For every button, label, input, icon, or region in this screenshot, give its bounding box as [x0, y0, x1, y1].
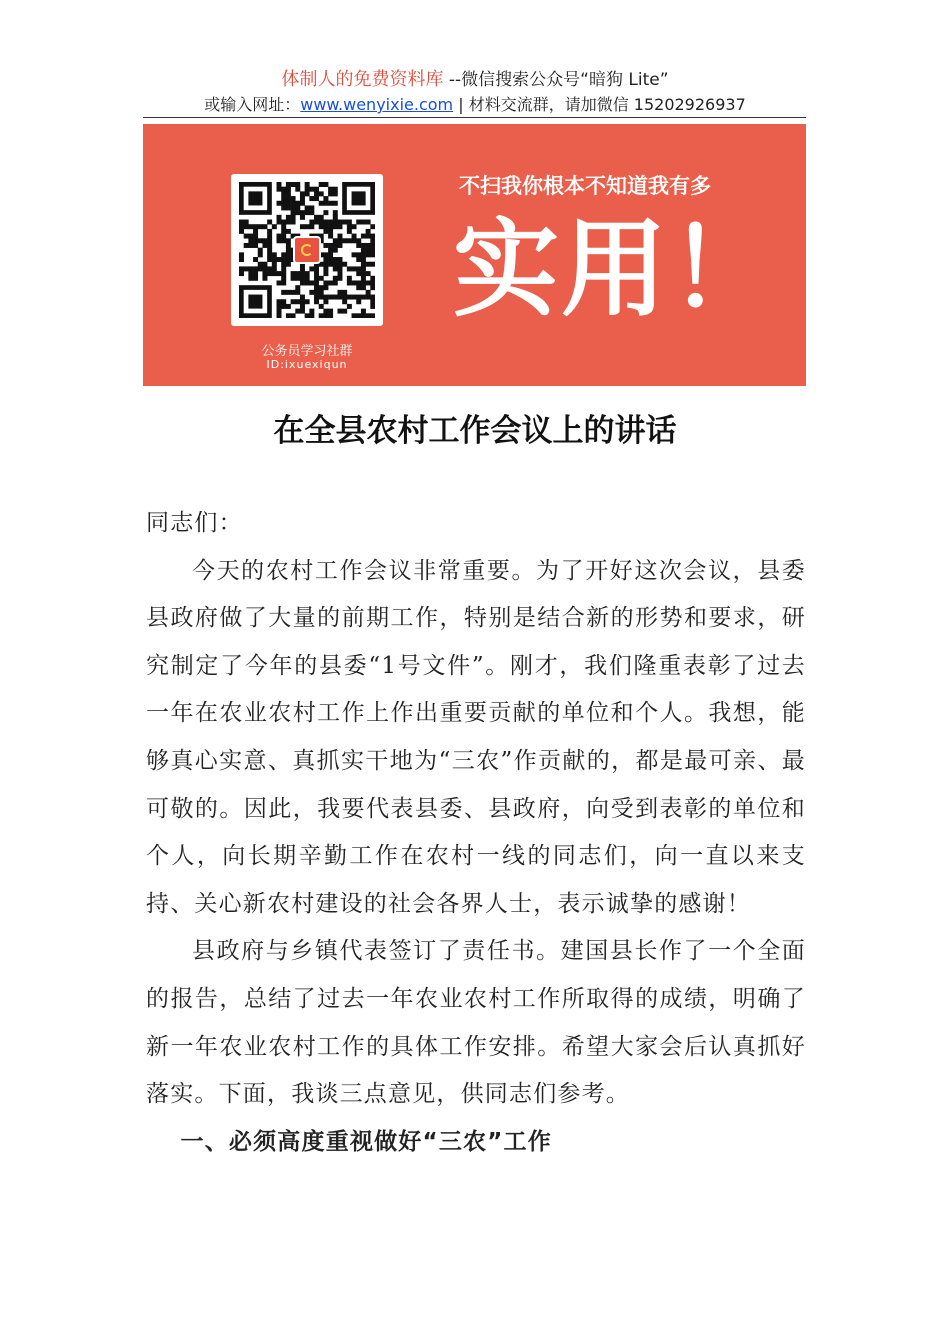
document-body — [146, 500, 806, 1166]
qr-code-icon[interactable] — [231, 174, 383, 326]
contact-text: 材料交流群，请加微信 15202926937 — [468, 95, 746, 114]
header-line-1 — [0, 68, 950, 92]
website-link[interactable]: www.wenyixie.com — [300, 95, 454, 114]
banner-subtitle: 不扫我你根本不知道我有多 — [459, 174, 711, 198]
section-heading: 一、必须高度重视做好“三农”工作 — [180, 1128, 552, 1155]
page-header — [0, 68, 950, 116]
salutation: 同志们： — [146, 510, 243, 536]
url-prefix: 或输入网址： — [204, 95, 301, 114]
qr-logo-icon — [293, 236, 321, 264]
header-divider — [143, 117, 806, 118]
brand-text: 体制人的免费资料库 — [281, 69, 444, 90]
header-separator: | — [453, 95, 469, 114]
qr-label: 公务员学习社群 — [261, 344, 353, 359]
qr-id: ID:ixuexiqun — [266, 358, 348, 371]
paragraph-1: 今天的农村工作会议非常重要。为了开好这次会议，县委县政府做了大量的前期工作，特别是结合新的形势和要求，研究制定了今年的县委“1号文件”。刚才，我们隆重表彰了过去一年在农业农村工作上作出重要贡献的单位和个人。我想，能够真心实意、真抓实干地为“三农”作贡献的，都是最可亲、最可敬的。因此，我要代表县委、县政府，向受到表彰的单位和个人，向长期辛勤工作在农村一线的同志们，向一直以来支持、关心新农村建设的社会各界人士，表示诚挚的感谢！ — [146, 557, 806, 917]
header-line-2 — [0, 94, 950, 116]
wechat-text: --微信搜索公众号“暗狗 Lite” — [448, 70, 669, 90]
promo-banner[interactable] — [143, 124, 806, 386]
paragraph-2: 县政府与乡镇代表签订了责任书。建国县长作了一个全面的报告，总结了过去一年农业农村工作所取得的成绩，明确了新一年农业农村工作的具体工作安排。希望大家会后认真抓好落实。下面，我谈三点意见，供同志们参考。 — [146, 938, 806, 1108]
document-title: 在全县农村工作会议上的讲话 — [273, 413, 677, 449]
banner-headline: 实用！ — [453, 208, 777, 331]
